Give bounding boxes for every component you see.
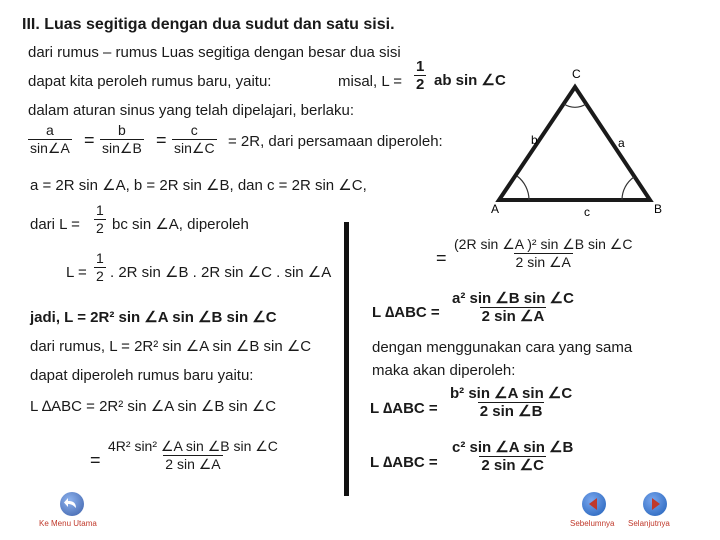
right-fraction — [452, 236, 634, 271]
derivation-line-1: a = 2R sin ∠A, b = 2R sin ∠B, dan c = 2R sin ∠C, — [30, 177, 367, 194]
vertex-c-label: C — [572, 67, 581, 81]
next-button[interactable] — [643, 492, 667, 516]
side-a-label: a — [618, 136, 625, 150]
misal-den: 2 — [416, 76, 425, 93]
misal-num: 1 — [416, 58, 425, 75]
formula-1-prefix: L ∆ABC = — [372, 304, 440, 321]
sinus-line: dalam aturan sinus yang telah dipelajari, berlaku: — [28, 102, 355, 119]
sinus-frac-b-den: sin∠B — [102, 140, 142, 156]
angle-arc-b — [622, 177, 634, 200]
lab-line: L ∆ABC = 2R² sin ∠A sin ∠B sin ∠C — [30, 398, 277, 415]
chevron-right-icon — [643, 492, 667, 516]
home-button[interactable] — [60, 492, 84, 516]
intro-line-2: dapat kita peroleh rumus baru, yaitu: — [28, 73, 272, 90]
sinus-frac-c-num: c — [190, 122, 198, 138]
final-fraction-num: 4R² sin² ∠A sin ∠B sin ∠C — [108, 438, 278, 454]
vertex-b-label: B — [654, 202, 663, 216]
sinus-frac-c — [172, 122, 217, 157]
dapat-line: dapat diperoleh rumus baru yaitu: — [30, 367, 254, 384]
sinus-frac-a-num: a — [46, 122, 54, 138]
sinus-frac-b — [100, 122, 144, 157]
home-label[interactable]: Ke Menu Utama — [39, 519, 97, 528]
formula-2-prefix: L ∆ABC = — [370, 400, 438, 417]
sinus-frac-b-num: b — [118, 122, 126, 138]
final-fraction — [106, 438, 280, 473]
derivation-line-3-prefix: L = — [66, 264, 87, 281]
formula-1-num: a² sin ∠B sin ∠C — [452, 290, 574, 307]
cara-line-1: dengan menggunakan cara yang sama — [372, 339, 633, 356]
right-eq: = — [436, 248, 447, 268]
derivation-half-2-den: 2 — [96, 268, 104, 284]
derivation-half-1 — [94, 202, 106, 237]
derivation-half-2 — [94, 250, 106, 285]
formula-3-fraction — [450, 439, 575, 474]
sinus-frac-a — [28, 122, 72, 157]
misal-fraction — [414, 58, 426, 93]
right-fraction-den: 2 sin ∠A — [515, 254, 571, 270]
derivation-half-2-num: 1 — [96, 250, 104, 266]
prev-label[interactable]: Sebelumnya — [570, 519, 615, 528]
formula-2-den: 2 sin ∠B — [479, 403, 543, 420]
cara-line-2: maka akan diperoleh: — [372, 362, 516, 379]
angle-arc-a — [517, 176, 529, 200]
angle-arc-c — [564, 104, 586, 107]
derivation-line-2-prefix: dari L = — [30, 216, 80, 233]
misal-prefix: misal, L = — [338, 73, 403, 90]
chevron-left-icon — [582, 492, 606, 516]
next-label[interactable]: Selanjutnya — [628, 519, 670, 528]
return-arrow-icon — [60, 492, 84, 516]
derivation-line-2-suffix: bc sin ∠A, diperoleh — [112, 216, 249, 233]
sinus-tail: = 2R, dari persamaan diperoleh: — [228, 133, 443, 150]
formula-2-num: b² sin ∠A sin ∠C — [450, 385, 573, 402]
derivation-half-1-den: 2 — [96, 220, 104, 236]
right-fraction-num: (2R sin ∠A )² sin ∠B sin ∠C — [454, 236, 633, 252]
sinus-frac-a-den: sin∠A — [30, 140, 70, 156]
side-b-label: b — [531, 133, 538, 147]
sinus-eq-2: = — [156, 130, 167, 150]
sinus-frac-c-den: sin∠C — [174, 140, 215, 156]
prev-button[interactable] — [582, 492, 606, 516]
formula-3-den: 2 sin ∠C — [481, 457, 544, 474]
formula-1-fraction — [450, 290, 576, 325]
side-c-label: c — [584, 205, 590, 219]
formula-3-num: c² sin ∠A sin ∠B — [452, 439, 574, 456]
misal-suffix: ab sin ∠C — [434, 72, 506, 89]
column-divider — [344, 222, 349, 496]
vertex-a-label: A — [491, 202, 500, 216]
formula-2-fraction — [448, 385, 574, 420]
dari-rumus-line: dari rumus, L = 2R² sin ∠A sin ∠B sin ∠C — [30, 338, 312, 355]
intro-line-1: dari rumus – rumus Luas segitiga dengan besar dua sisi — [28, 44, 401, 61]
triangle-diagram — [480, 55, 680, 225]
jadi-line: jadi, L = 2R² sin ∠A sin ∠B sin ∠C — [30, 309, 277, 326]
final-fraction-den: 2 sin ∠A — [165, 456, 221, 472]
derivation-line-3-suffix: . 2R sin ∠B . 2R sin ∠C . sin ∠A — [110, 264, 332, 281]
formula-3-prefix: L ∆ABC = — [370, 454, 438, 471]
sinus-eq-1: = — [84, 130, 95, 150]
final-eq: = — [90, 450, 101, 470]
formula-1-den: 2 sin ∠A — [481, 308, 545, 325]
derivation-half-1-num: 1 — [96, 202, 104, 218]
page-title: III. Luas segitiga dengan dua sudut dan satu sisi. — [22, 16, 395, 33]
